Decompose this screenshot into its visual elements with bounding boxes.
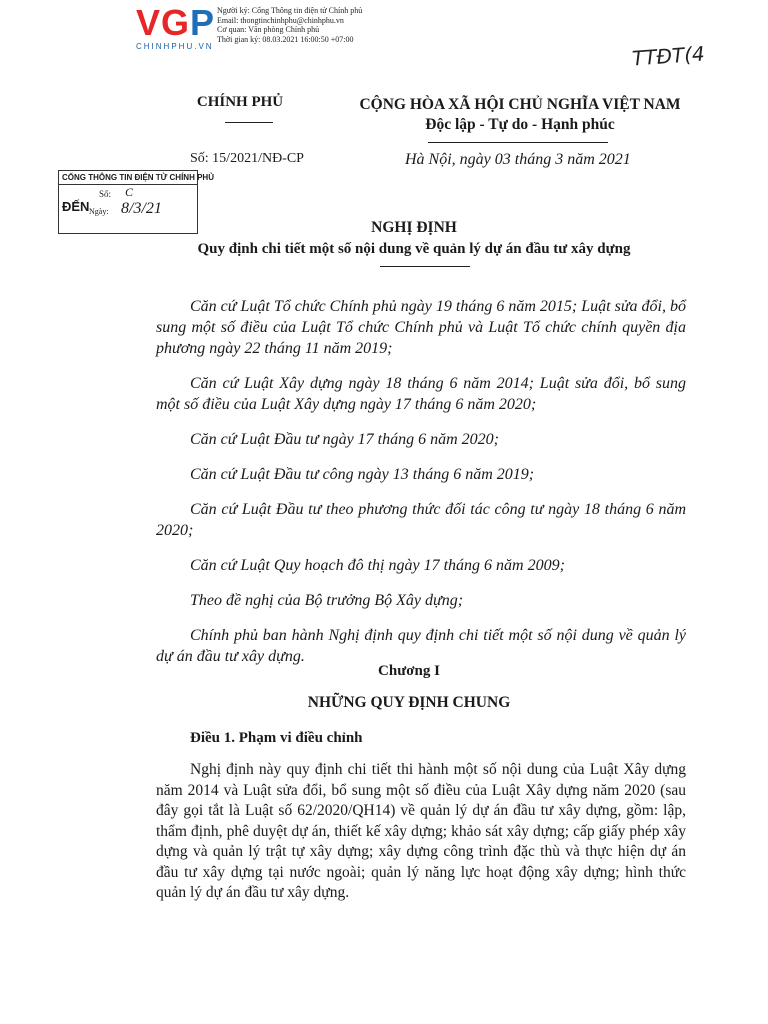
preamble-paragraph: Căn cứ Luật Đầu tư công ngày 13 tháng 6 năm 2019; [190, 466, 535, 483]
stamp-den-label: ĐẾN [62, 199, 90, 214]
chapter-label: Chương I [378, 663, 440, 679]
preamble-paragraph: Theo đề nghị của Bộ trưởng Bộ Xây dựng; [190, 592, 464, 609]
preamble-paragraph: Căn cứ Luật Đầu tư theo phương thức đối tác công tư ngày 18 tháng 6 năm 2020; [156, 501, 686, 539]
logo-letter-p: P [190, 2, 216, 43]
national-motto [345, 95, 695, 135]
preamble-paragraph: Căn cứ Luật Xây dựng ngày 18 tháng 6 năm 2014; Luật sửa đổi, bổ sung một số điều của Luật Xây dựng ngày 17 tháng 6 năm 2020; [156, 375, 686, 413]
issuing-organization: CHÍNH PHỦ [196, 94, 284, 110]
logo-letter-g: G [161, 2, 191, 43]
preamble-paragraph: Căn cứ Luật Đầu tư ngày 17 tháng 6 năm 2020; [190, 431, 499, 448]
preamble-paragraph: Căn cứ Luật Tổ chức Chính phủ ngày 19 tháng 6 năm 2015; Luật sửa đổi, bổ sung một số điều của Luật Tổ chức Chính phủ và Luật Tổ chức chính quyền địa phương ngày 22 tháng 11 năm 2019; [156, 298, 686, 357]
stamp-ngay-value: 8/3/21 [121, 200, 162, 217]
nation-name: CỘNG HÒA XÃ HỘI CHỦ NGHĨA VIỆT NAM [359, 96, 681, 113]
vgp-logo [136, 4, 221, 49]
chapter-title: NHỮNG QUY ĐỊNH CHUNG [307, 694, 511, 711]
handwritten-note: ТТĐТ(4 [631, 41, 706, 71]
signer-line: Thời gian ký: 08.03.2021 16:00:50 +07:00 [217, 34, 354, 44]
logo-letter-v: V [136, 2, 162, 43]
place-date: Hà Nội, ngày 03 tháng 3 năm 2021 [405, 151, 631, 168]
preamble-paragraph: Căn cứ Luật Quy hoạch đô thị ngày 17 tháng 6 năm 2009; [190, 557, 565, 574]
stamp-so-value: C [125, 185, 134, 199]
logo-subtext: CHINHPHU.VN [136, 42, 214, 51]
nation-motto: Độc lập - Tự do - Hạnh phúc [425, 116, 615, 133]
motto-underline [428, 142, 608, 143]
org-underline [225, 122, 273, 123]
signer-line: Cơ quan: Văn phòng Chính phủ [217, 25, 320, 34]
document-title: NGHỊ ĐỊNH [371, 219, 457, 236]
preamble-paragraph: Chính phủ ban hành Nghị định quy định chi tiết một số nội dung về quản lý dự án đầu tư xây dựng. [156, 627, 686, 665]
document-subtitle: Quy định chi tiết một số nội dung về quản lý dự án đầu tư xây dựng [197, 241, 631, 257]
document-number: Số: 15/2021/NĐ-CP [190, 151, 304, 166]
preamble [156, 296, 686, 681]
digital-signature-info [217, 6, 362, 44]
stamp-header: CỔNG THÔNG TIN ĐIỆN TỬ CHÍNH PHỦ [59, 171, 197, 185]
subtitle-underline [380, 266, 470, 267]
signer-line: Email: thongtinchinhphu@chinhphu.vn [217, 15, 344, 25]
signer-line: Người ký: Cổng Thông tin điện tử Chính phủ [217, 6, 363, 15]
stamp-ngay-label: Ngày: [89, 207, 109, 216]
article-heading: Điều 1. Phạm vi điều chỉnh [190, 730, 363, 746]
article-body: Nghị định này quy định chi tiết thi hành một số nội dung của Luật Xây dựng năm 2014 và Luật sửa đổi, bổ sung một số điều của Luật Xây dựng năm 2020 (sau đây gọi tắt là Luật số 62/2020/QH14) về quản lý dự án đầu tư xây dựng, gồm: lập, thẩm định, phê duyệt dự án, thiết kế xây dựng; khảo sát xây dựng; cấp giấy phép xây dựng và quản lý trật tự xây dựng; xây dựng công trình đặc thù và thực hiện dự án đầu tư xây dựng tại nước ngoài; quản lý năng lực hoạt động xây dựng; hình thức quản lý dự án đầu tư xây dựng. [156, 761, 686, 901]
stamp-so-label: Số: [99, 189, 112, 199]
